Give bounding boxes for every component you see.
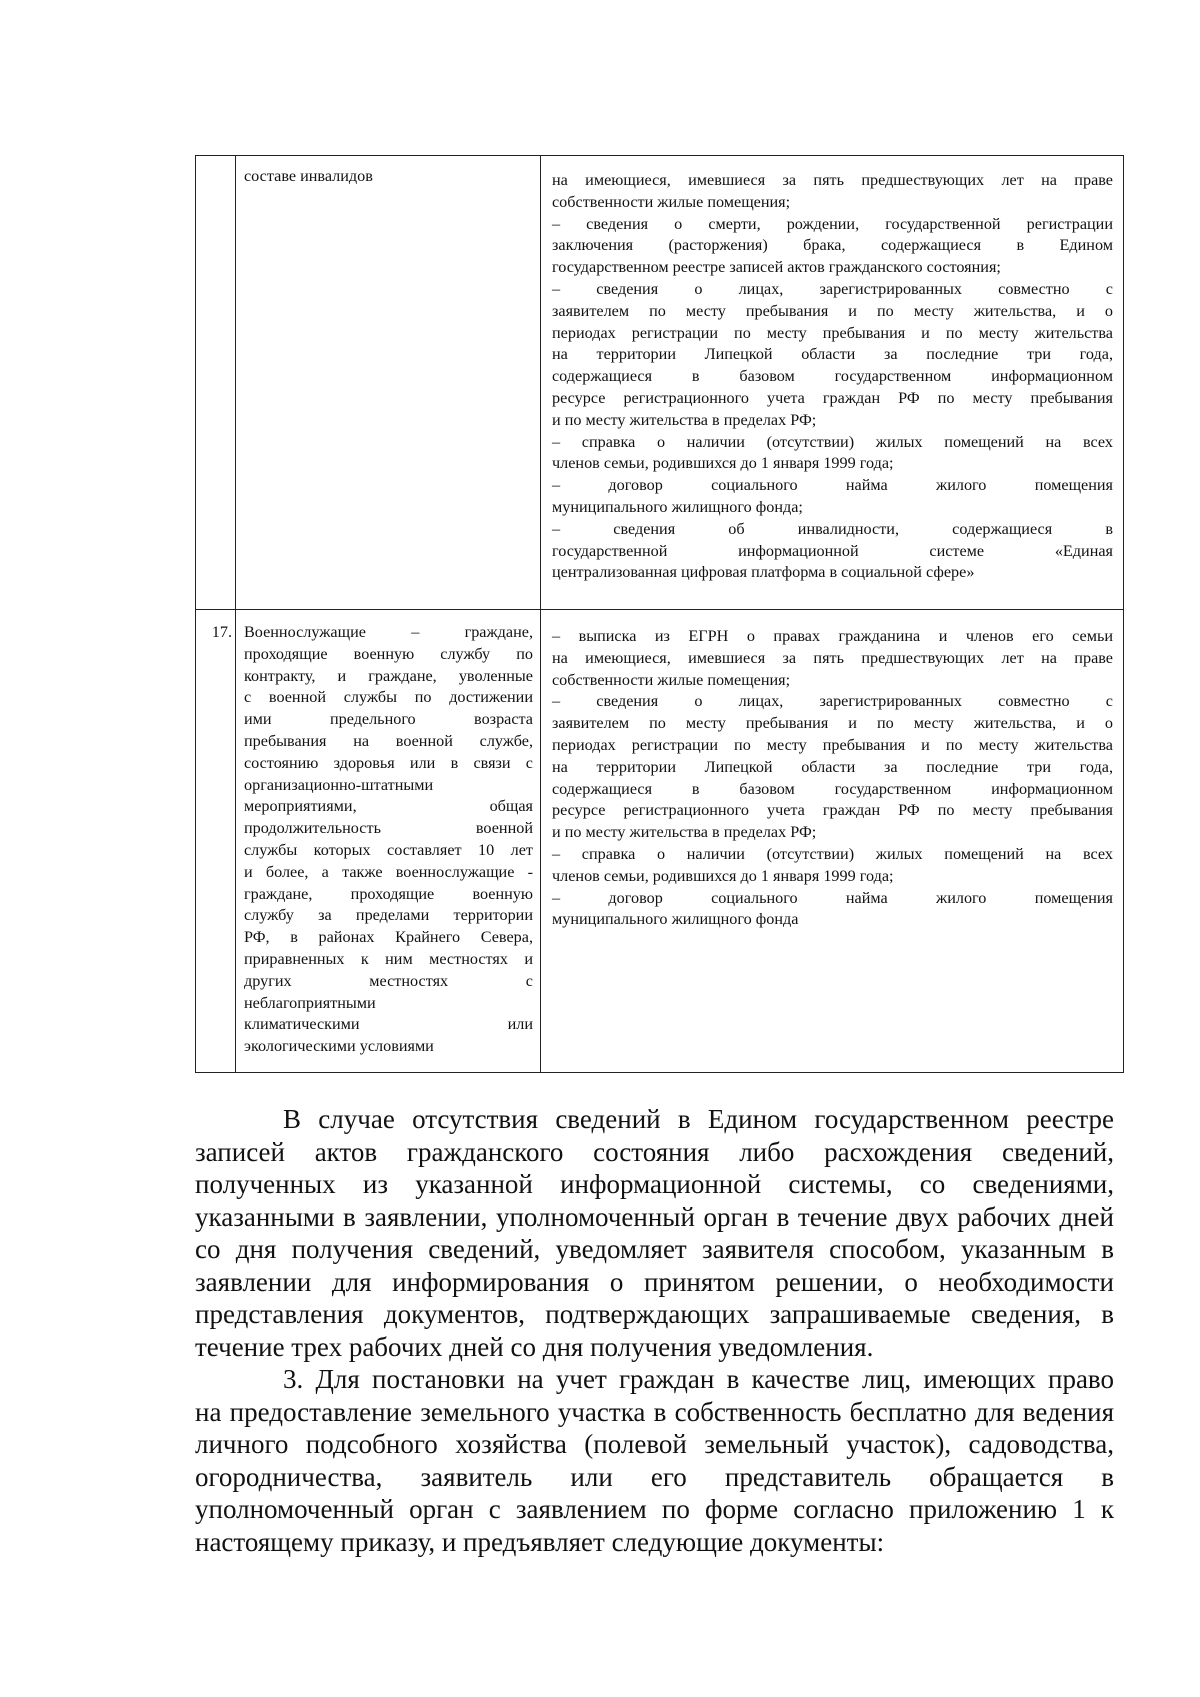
text-line: ресурсе регистрационного учета граждан РФ по месту пребывания xyxy=(552,801,1113,820)
text-line: пребывания на военной службе, xyxy=(244,731,533,750)
text-line: составе инвалидов xyxy=(244,167,373,185)
text-line: членов семьи, родившихся до 1 января 1999 года; xyxy=(552,866,894,885)
text-line: на территории Липецкой области за последние три года, xyxy=(552,345,1113,364)
text-line: с военной службы по достижении xyxy=(244,688,533,707)
text-line: приравненных к ним местностях и xyxy=(244,949,533,968)
text-line: и более, а также военнослужащие - xyxy=(244,862,533,881)
text-line: огородничества, заявитель или его представитель обращается в xyxy=(195,1461,1114,1492)
text-line: – выписка из ЕГРН о правах гражданина и членов его семьи xyxy=(552,627,1113,645)
text-line: собственности жилые помещения; xyxy=(552,192,791,211)
row-documents-cell xyxy=(552,626,1113,931)
text-line: неблагоприятными xyxy=(244,993,376,1012)
text-line: личного подсобного хозяйства (полевой земельный участок), садоводства, xyxy=(195,1429,1114,1459)
text-line: мероприятиями, общая xyxy=(244,797,533,816)
text-line: со дня получения сведений, уведомляет заявителя способом, указанным в xyxy=(195,1234,1114,1264)
text-line: контракту, и граждане, уволенные xyxy=(244,666,533,685)
text-line: проходящие военную службу по xyxy=(244,644,533,663)
text-line: – справка о наличии (отсутствии) жилых помещений на всех xyxy=(552,844,1113,863)
text-line: государственной информационной системе «Единая xyxy=(552,541,1113,560)
text-line: – сведения о лицах, зарегистрированных совместно с xyxy=(552,279,1113,298)
text-line: на имеющиеся, имевшиеся за пять предшествующих лет на праве xyxy=(552,171,1113,189)
row-category-cell xyxy=(244,622,533,1058)
row-number-cell: 17. xyxy=(211,623,232,641)
text-line: периодах регистрации по месту пребывания и по месту жительства xyxy=(552,323,1113,342)
text-line: настоящему приказу, и предъявляет следующие документы: xyxy=(195,1526,885,1557)
text-line: заявителем по месту пребывания и по месту жительства, и о xyxy=(552,714,1113,733)
text-line: записей актов гражданского состояния либо расхождения сведений, xyxy=(195,1136,1114,1167)
text-line: указанными в заявлении, уполномоченный орган в течение двух рабочих дней xyxy=(195,1201,1114,1232)
text-line: содержащиеся в базовом государственном информационном xyxy=(552,367,1113,386)
text-line: и по месту жительства в пределах РФ; xyxy=(552,410,817,429)
documents-table xyxy=(195,155,1124,1073)
text-line: – справка о наличии (отсутствии) жилых помещений на всех xyxy=(552,432,1113,451)
text-line: – договор социального найма жилого помещения xyxy=(552,888,1113,907)
text-line: заявлении для информирования о принятом решении, о необходимости xyxy=(195,1266,1114,1297)
text-line: государственном реестре записей актов гражданского состояния; xyxy=(552,258,1001,277)
text-line: – сведения о лицах, зарегистрированных совместно с xyxy=(552,692,1113,711)
text-line: собственности жилые помещения; xyxy=(552,670,791,689)
text-line: продолжительность военной xyxy=(244,819,533,838)
row-documents-cell xyxy=(552,170,1113,584)
text-line: содержащиеся в базовом государственном информационном xyxy=(552,779,1113,798)
text-line: 3. Для постановки на учет граждан в качестве лиц, имеющих право xyxy=(283,1364,1114,1394)
text-line: Военнослужащие – граждане, xyxy=(244,623,533,641)
table-column-divider xyxy=(235,156,236,1072)
text-line: – договор социального найма жилого помещения xyxy=(552,476,1113,495)
text-line: периодах регистрации по месту пребывания и по месту жительства xyxy=(552,735,1113,754)
text-line: граждане, проходящие военную xyxy=(244,884,533,903)
table-row-divider xyxy=(196,609,1123,610)
text-line: ресурсе регистрационного учета граждан РФ по месту пребывания xyxy=(552,388,1113,407)
text-line: муниципального жилищного фонда xyxy=(552,910,799,929)
text-line: на территории Липецкой области за последние три года, xyxy=(552,757,1113,776)
row-category-cell xyxy=(244,166,524,188)
text-line: на имеющиеся, имевшиеся за пять предшествующих лет на праве xyxy=(552,648,1113,667)
body-paragraph xyxy=(195,1363,1114,1558)
text-line: – сведения об инвалидности, содержащиеся в xyxy=(552,519,1113,538)
text-line: заключения (расторжения) брака, содержащиеся в Едином xyxy=(552,236,1113,255)
text-line: централизованная цифровая платформа в социальной сфере» xyxy=(552,563,975,582)
text-line: службы которых составляет 10 лет xyxy=(244,840,533,859)
text-line: муниципального жилищного фонда; xyxy=(552,497,803,516)
text-line: течение трех рабочих дней со дня получения уведомления. xyxy=(195,1331,874,1362)
text-line: экологическими условиями xyxy=(244,1037,434,1056)
text-line: полученных из указанной информационной системы, со сведениями, xyxy=(195,1169,1114,1199)
text-line: представления документов, подтверждающих запрашиваемые сведения, в xyxy=(195,1299,1114,1329)
text-line: В случае отсутствия сведений в Едином государственном реестре xyxy=(283,1104,1114,1134)
text-line: РФ, в районах Крайнего Севера, xyxy=(244,928,533,947)
text-line: организационно-штатными xyxy=(244,775,434,794)
text-line: членов семьи, родившихся до 1 января 1999 года; xyxy=(552,454,894,473)
text-line: уполномоченный орган с заявлением по форме согласно приложению 1 к xyxy=(195,1494,1114,1524)
text-line: на предоставление земельного участка в собственность бесплатно для ведения xyxy=(195,1396,1114,1427)
text-line: службу за пределами территории xyxy=(244,906,533,925)
text-line: ими предельного возраста xyxy=(244,710,533,729)
text-line: заявителем по месту пребывания и по месту жительства, и о xyxy=(552,301,1113,320)
text-line: климатическими или xyxy=(244,1015,533,1034)
text-line: и по месту жительства в пределах РФ; xyxy=(552,823,817,842)
text-line: других местностях с xyxy=(244,971,533,990)
text-line: состоянию здоровья или в связи с xyxy=(244,753,533,772)
body-paragraph xyxy=(195,1103,1114,1363)
text-line: – сведения о смерти, рождении, государственной регистрации xyxy=(552,214,1113,233)
table-column-divider xyxy=(540,156,541,1072)
